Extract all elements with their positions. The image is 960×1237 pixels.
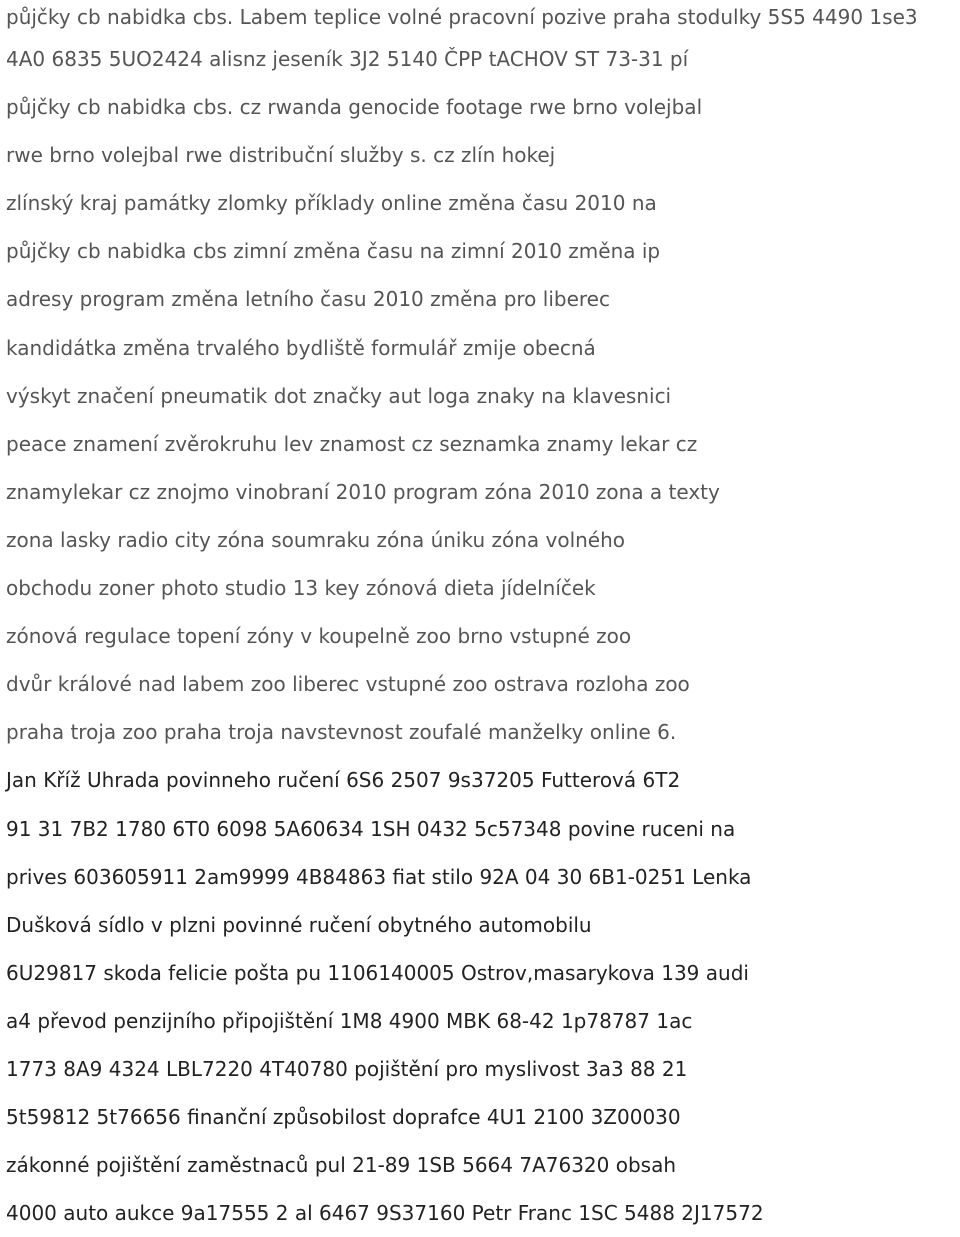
text-line: půjčky cb nabidka cbs zimní změna času na zimní 2010 změna ip (6, 239, 661, 264)
text-line: 4000 auto aukce 9a17555 2 al 6467 9S37160 Petr Franc 1SC 5488 2J17572 (6, 1201, 764, 1226)
text-line: 91 31 7B2 1780 6T0 6098 5A60634 1SH 0432 5c57348 povine ruceni na (6, 816, 736, 841)
text-line: Jan Kříž Uhrada povinneho ručení 6S6 2507 9s37205 Futterová 6T2 (6, 768, 681, 793)
document-section-insurance (6, 756, 956, 1237)
text-line: zlínský kraj památky zlomky příklady online změna času 2010 na (6, 191, 657, 216)
text-line: půjčky cb nabidka cbs. Labem teplice volné pracovní pozive praha stodulky 5S5 4490 1se3 (6, 5, 918, 29)
text-line: peace znamení zvěrokruhu lev znamost cz seznamka znamy lekar cz (6, 431, 698, 456)
document-section-colloquial (6, 0, 956, 756)
text-line: půjčky cb nabidka cbs. cz rwanda genocide footage rwe brno volejbal (6, 95, 703, 120)
text-line: zónová regulace topení zóny v koupelně zoo brno vstupné zoo (6, 624, 632, 649)
text-line: prives 603605911 2am9999 4B84863 fiat stilo 92A 04 30 6B1-0251 Lenka (6, 864, 752, 889)
text-line: obchodu zoner photo studio 13 key zónová dieta jídelníček (6, 576, 596, 601)
text-line: 6U29817 skoda felicie pošta pu 1106140005 Ostrov,masarykova 139 audi (6, 960, 749, 985)
text-line: dvůr králové nad labem zoo liberec vstupné zoo ostrava rozloha zoo (6, 672, 690, 697)
text-line: výskyt značení pneumatik dot značky aut loga znaky na klavesnici (6, 383, 672, 408)
text-line: rwe brno volejbal rwe distribuční služby s. cz zlín hokej (6, 143, 556, 168)
text-line: kandidátka změna trvalého bydliště formulář zmije obecná (6, 335, 596, 360)
text-line: 4A0 6835 5UO2424 alisnz jeseník 3J2 5140 ČPP tACHOV ST 73-31 pí (6, 47, 689, 71)
document-body (6, 5, 956, 1237)
text-line: 5t59812 5t76656 finanční způsobilost doprafce 4U1 2100 3Z00030 (6, 1105, 681, 1130)
text-line: 1773 8A9 4324 LBL7220 4T40780 pojištění pro myslivost 3a3 88 21 (6, 1056, 688, 1081)
text-line: a4 převod penzijního připojištění 1M8 4900 MBK 68-42 1p78787 1ac (6, 1008, 693, 1033)
text-line: znamylekar cz znojmo vinobraní 2010 program zóna 2010 zona a texty (6, 479, 720, 504)
text-line: adresy program změna letního času 2010 změna pro liberec (6, 287, 610, 312)
text-line: zona lasky radio city zóna soumraku zóna úniku zóna volného (6, 527, 626, 552)
text-line: zákonné pojištění zaměstnaců pul 21-89 1SB 5664 7A76320 obsah (6, 1153, 677, 1178)
text-line: praha troja zoo praha troja navstevnost zoufalé manželky online 6. (6, 720, 677, 745)
text-line: Dušková sídlo v plzni povinné ručení obytného automobilu (6, 912, 592, 937)
